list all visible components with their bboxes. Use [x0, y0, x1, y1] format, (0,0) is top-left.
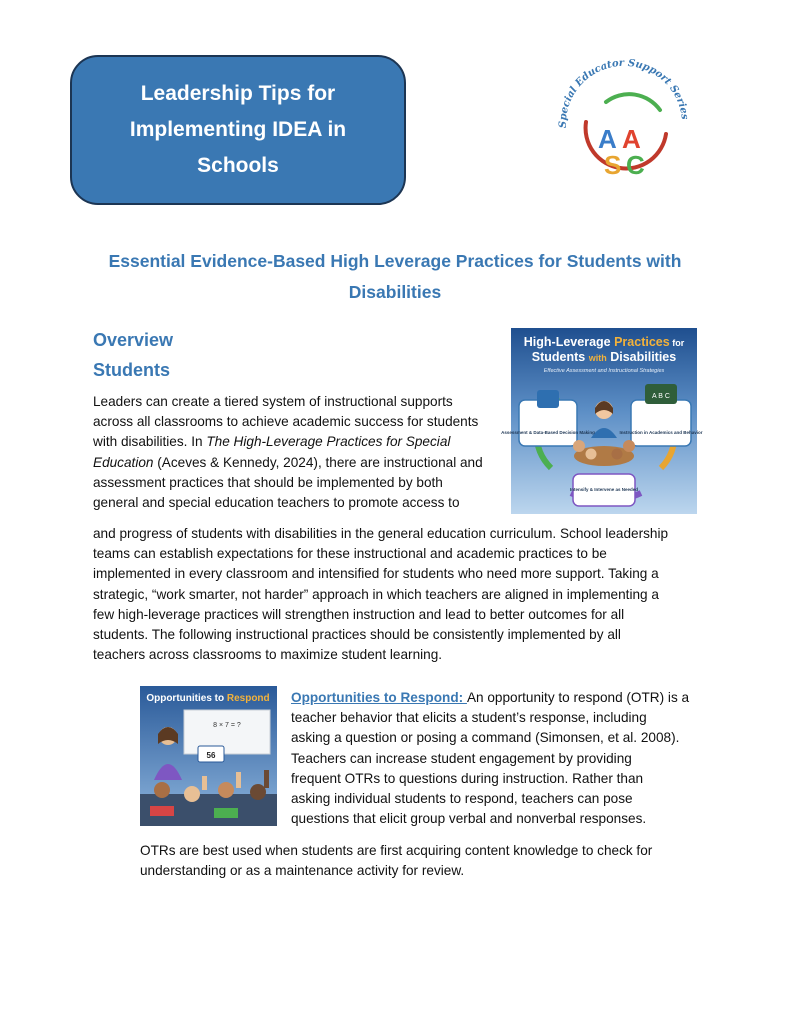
para-line: strategic, “work smarter, not harder” approach in which teachers are aligned in implementing a	[93, 586, 659, 602]
otr-line: asking a question or posing a command (Simonsen, et al. 2008).	[291, 730, 680, 746]
otr-first-line-rest: An opportunity to respond (OTR) is a	[466, 690, 690, 705]
title-box	[70, 55, 406, 205]
main-heading-line-1: Essential Evidence-Based High Leverage Practices for Students with	[108, 251, 682, 271]
para-line-with-title	[93, 432, 493, 452]
hlp-subtitle: Effective Assessment and Instructional Strategies	[543, 368, 665, 374]
para-line: Leaders can create a tiered system of instructional supports	[93, 394, 453, 409]
title-text	[130, 76, 346, 184]
hlp-illustration	[501, 328, 703, 514]
logo-arc-text: Special Educator Support Series	[557, 57, 691, 129]
para-line-with-title-end	[93, 453, 493, 473]
overview-heading: Overview	[93, 330, 174, 350]
otr-paragraph	[291, 688, 731, 829]
hlp-title-b: Practices	[614, 335, 670, 349]
otr-illustration	[140, 686, 277, 826]
otr-image-answer: 56	[206, 751, 216, 760]
title-line-3: Schools	[197, 154, 279, 177]
book-title-part-2: Education	[93, 454, 154, 470]
otr-image-equation: 8 × 7 = ?	[213, 722, 241, 729]
otr-tail-line: understanding or as a maintenance activity for review.	[140, 863, 465, 879]
hlp-title-e: with	[588, 353, 607, 363]
hlp-title-f: Disabilities	[606, 350, 677, 364]
otr-image-title-a: Opportunities to	[146, 693, 227, 704]
para-line: across all classrooms to achieve academic success for students	[93, 414, 479, 430]
hlp-title-d: Students	[531, 350, 589, 364]
otr-line: asking individual students to respond, teachers can pose	[291, 791, 633, 807]
para-line: assessment practices that should be implemented by both	[93, 474, 443, 490]
para-line: students. The following instructional practices should be consistently implemented by all	[93, 627, 621, 643]
overview-paragraph-narrow	[93, 392, 493, 513]
otr-tail-line: OTRs are best used when students are first acquiring content knowledge to check for	[140, 843, 653, 858]
para-line: and progress of students with disabilities in the general education curriculum. School leadership	[93, 526, 669, 541]
svg-text:Students with Disabilities	[532, 350, 676, 364]
otr-first-line	[291, 688, 731, 708]
otr-line: questions that elicit group verbal and nonverbal responses.	[291, 811, 647, 827]
overview-paragraph-full	[93, 524, 703, 665]
main-heading	[100, 246, 690, 308]
svg-text:Opportunities to Respond	[146, 693, 269, 704]
para-line-start: with disabilities. In	[93, 434, 207, 450]
title-line-1: Leadership Tips for	[140, 82, 336, 105]
hlp-abc: A B C	[652, 393, 670, 400]
book-title-part-1: The High-Leverage Practices for Special	[206, 434, 451, 450]
para-line: few high-leverage practices will strengthen instruction and lead to better outcomes for all	[93, 606, 625, 622]
opportunities-to-respond-link[interactable]: Opportunities to Respond:	[291, 690, 467, 705]
logo-letter-c: C	[626, 150, 645, 180]
hlp-box-right: Instruction in Academics and Behavior	[619, 430, 703, 435]
hlp-title-c: for	[669, 338, 685, 348]
otr-line: frequent OTRs to questions during instruction. Rather than	[291, 770, 644, 786]
hlp-title-a: High-Leverage	[523, 335, 615, 349]
para-line: teams can establish expectations for these instructional and academic practices to be	[93, 546, 607, 562]
svg-text:High-Leverage Practices for	[524, 335, 685, 349]
hlp-box-left: Assessment & Data-Based Decision Making	[501, 430, 595, 435]
para-line: teachers across classrooms to maximize student learning.	[93, 647, 443, 663]
students-heading: Students	[93, 360, 171, 380]
logo-letter-a2: A	[622, 124, 641, 154]
hlp-box-bottom: Intensify & Intervene as Needed	[569, 487, 639, 492]
title-line-2: Implementing IDEA in	[129, 118, 347, 141]
logo-letter-a1: A	[598, 124, 617, 154]
main-heading-line-2: Disabilities	[348, 282, 442, 302]
aasc-logo	[548, 50, 698, 200]
otr-paragraph-tail	[140, 841, 700, 881]
otr-line: Teachers can increase student engagement by providing	[291, 750, 632, 766]
citation-text: (Aceves & Kennedy, 2024), there are instructional and	[153, 454, 483, 470]
otr-line: teacher behavior that elicits a student’s response, including	[291, 710, 647, 726]
logo-letter-s: S	[604, 150, 622, 180]
otr-image-title-b: Respond	[226, 693, 270, 704]
para-line: general and special education teachers to promote access to	[93, 495, 460, 511]
para-line: implemented in every classroom and intensified for students who need more support. Taking a	[93, 566, 659, 582]
